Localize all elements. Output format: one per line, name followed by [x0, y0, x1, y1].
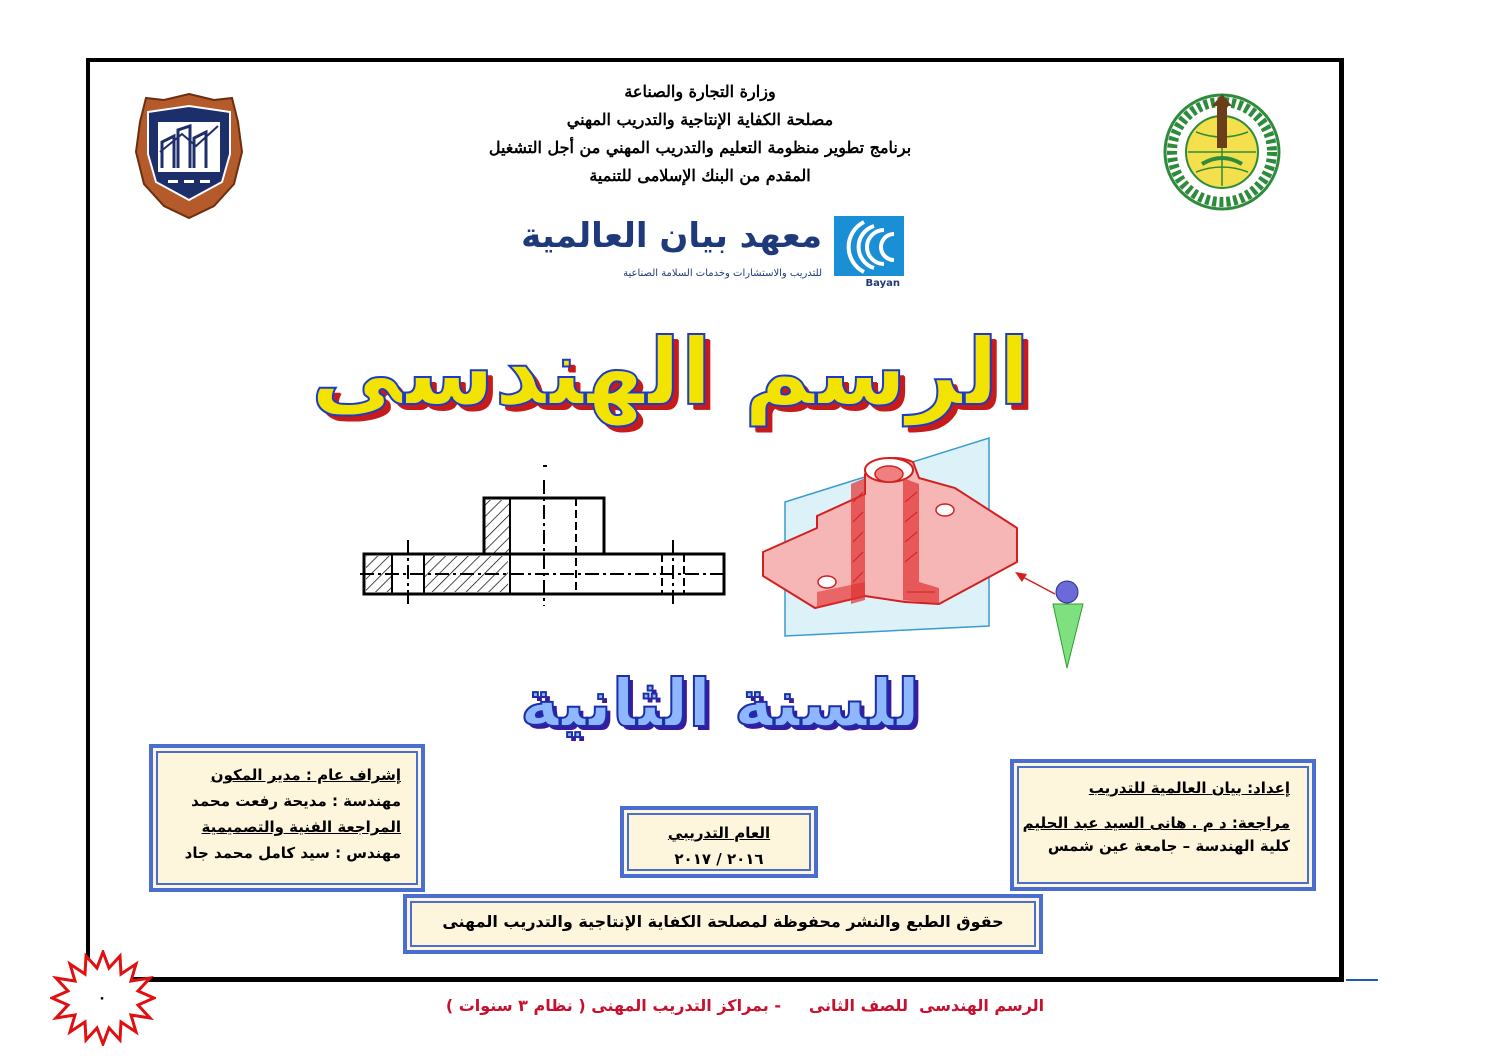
isometric-cutaway-drawing — [755, 432, 1095, 672]
reviewed-by: مراجعة: د م . هانى السيد عبد الحليم — [1022, 814, 1290, 832]
supervision-box — [149, 744, 425, 892]
preparation-box — [1010, 759, 1316, 891]
supervision-engineer: مهندسة : مديحة رفعت محمد — [191, 792, 401, 810]
technical-review-engineer: مهندس : سيد كامل محمد جاد — [184, 844, 401, 862]
institute-name: معهد بيان العالمية — [521, 216, 822, 256]
bayan-mark-label: Bayan — [865, 278, 900, 289]
bayan-institute-logo — [521, 212, 910, 292]
header-line-sponsor: المقدم من البنك الإسلامى للتنمية — [589, 166, 811, 185]
training-year-label: العام التدريبي — [667, 824, 771, 842]
page-number: ٠ — [97, 990, 107, 1006]
training-year-box — [620, 806, 818, 878]
copyright-box — [403, 894, 1043, 954]
page-subtitle: للسنة الثانية — [520, 665, 920, 742]
header-line-program: برنامج تطوير منظومة التعليم والتدريب المهني من أجل التشغيل — [488, 138, 912, 157]
header-line-authority: مصلحة الكفاية الإنتاجية والتدريب المهني — [566, 110, 834, 129]
authority-logo — [134, 92, 244, 220]
prepared-by: إعداد: بيان العالمية للتدريب — [1088, 779, 1290, 797]
copyright-text: حقوق الطبع والنشر محفوظة لمصلحة الكفاية الإنتاجية والتدريب المهنى — [442, 912, 1004, 931]
header-line-ministry: وزارة التجارة والصناعة — [624, 82, 776, 101]
training-year-value: ٢٠١٦ / ٢٠١٧ — [674, 850, 764, 868]
isdb-logo — [1162, 92, 1282, 212]
reviewer-affiliation: كلية الهندسة – جامعة عين شمس — [1047, 837, 1290, 855]
institute-tagline: للتدريب والاستشارات وخدمات السلامة الصناعية — [623, 268, 822, 279]
supervision-general: إشراف عام : مدير المكون — [210, 766, 401, 784]
ministry-header — [480, 78, 920, 190]
page-title: الرسم الهندسى — [310, 319, 1030, 426]
page-footer: الرسم الهندسى للصف الثانى - بمراكز التدريب المهنى ( نظام ٣ سنوات ) — [445, 996, 1045, 1015]
technical-review-label: المراجعة الفنية والتصميمية — [201, 818, 401, 836]
frame-underline — [1346, 979, 1378, 981]
sectional-view-drawing — [360, 460, 730, 610]
